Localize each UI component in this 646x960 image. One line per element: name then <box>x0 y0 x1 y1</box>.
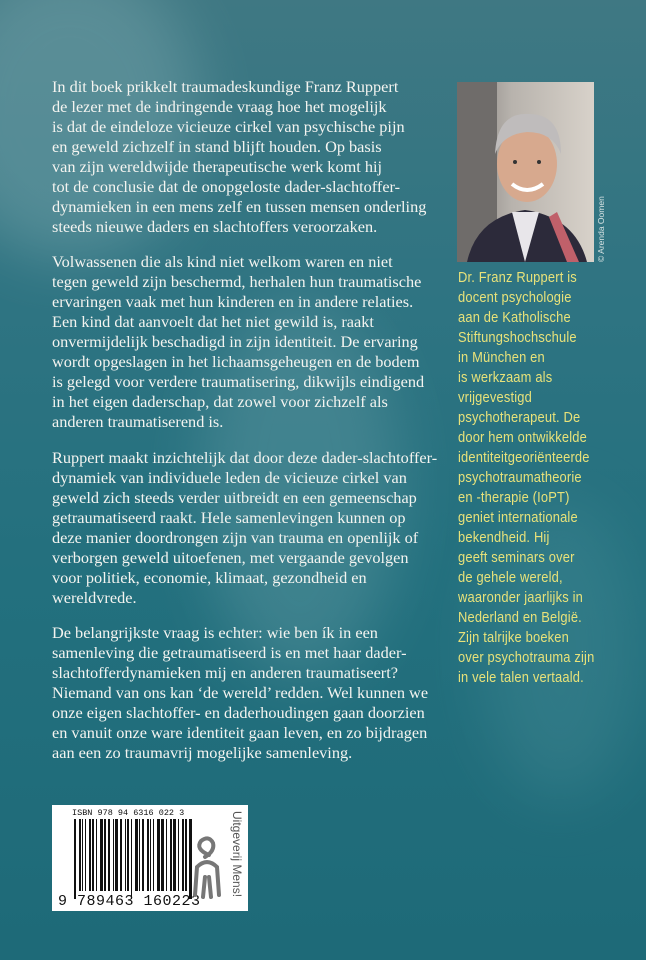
paragraph-line: is gelegd voor verdere traumatisering, dikwijls eindigend <box>52 372 425 391</box>
bio-line: in München en <box>458 349 545 366</box>
barcode-bar <box>139 819 140 891</box>
barcode-bar <box>166 819 167 891</box>
barcode-bar <box>108 819 110 891</box>
paragraph-line: deze manier doordrongen zijn van trauma en openlijk of <box>52 528 419 547</box>
paragraph-line: aan een zo traumavrij mogelijke samenleving. <box>52 743 353 762</box>
barcode-bar <box>79 819 81 891</box>
description-paragraph <box>52 252 424 432</box>
paragraph-line: onze eigen slachtoffer- en daderhoudingen gaan doorzien <box>52 703 425 722</box>
paragraph-line: verborgen geweld uitoefenen, met vergaande gevolgen <box>52 548 409 567</box>
paragraph-line: anderen traumatiserend is. <box>52 412 224 431</box>
author-bio <box>458 268 594 688</box>
bio-line: psychotraumatheorie <box>458 469 582 486</box>
author-photo <box>457 82 594 262</box>
paragraph-line: Een kind dat aanvoelt dat het niet gewild is, raakt <box>52 312 374 331</box>
bio-line: geniet internationale <box>458 509 578 526</box>
barcode-bar <box>142 819 144 891</box>
bio-line: aan de Katholische <box>458 309 571 326</box>
barcode-bar <box>127 819 129 891</box>
barcode-bar <box>96 819 97 891</box>
barcode-bar <box>178 819 179 891</box>
bio-line: en -therapie (IoPT) <box>458 489 570 506</box>
publisher-name: Uitgeverij Mens! <box>230 811 244 898</box>
paragraph-line: de lezer met de indringende vraag hoe het mogelijk <box>52 97 387 116</box>
barcode-bar <box>147 819 149 891</box>
ean-digits: 9 789463 160223 <box>58 893 201 910</box>
barcode-bar <box>157 819 160 891</box>
bio-line: Dr. Franz Ruppert is <box>458 269 577 286</box>
publisher-logo-icon <box>187 835 227 903</box>
bio-line: vrijgevestigd <box>458 389 532 406</box>
paragraph-line: De belangrijkste vraag is echter: wie ben ík in een <box>52 623 378 642</box>
barcode-bar <box>170 819 172 891</box>
barcode-bar <box>131 819 132 899</box>
bio-line: in vele talen vertaald. <box>458 669 584 686</box>
bio-line: psychotherapeut. De <box>458 409 581 426</box>
bio-line: geeft seminars over <box>458 549 575 566</box>
barcode-bar <box>104 819 106 891</box>
bio-line: waaronder jaarlijks in <box>458 589 583 606</box>
barcode-bar <box>74 819 76 899</box>
bio-line: de gehele wereld, <box>458 569 563 586</box>
barcode-bar <box>115 819 118 891</box>
description-paragraph <box>52 448 437 608</box>
bio-line: docent psychologie <box>458 289 572 306</box>
paragraph-line: Niemand van ons kan ‘de wereld’ redden. Wel kunnen we <box>52 683 429 702</box>
barcode-bar <box>182 819 184 891</box>
paragraph-line: van zijn wereldwijde therapeutische werk komt hij <box>52 157 383 176</box>
paragraph-line: samenleving die getraumatiseerd is en met haar dader- <box>52 643 407 662</box>
paragraph-line: onvermijdelijk beschadigd in zijn identiteit. De ervaring <box>52 332 418 351</box>
paragraph-line: voor politiek, economie, klimaat, gezondheid en <box>52 568 367 587</box>
bio-line: Nederland en België. <box>458 609 582 626</box>
paragraph-line: ervaringen vaak met hun kinderen en in andere relaties. <box>52 292 414 311</box>
bio-line: over psychotrauma zijn <box>458 649 595 666</box>
barcode-bar <box>150 819 151 891</box>
paragraph-line: dynamieken in een mens zelf en tussen mensen onderling <box>52 197 427 216</box>
barcode-panel <box>52 805 248 911</box>
bio-line: identiteitgeoriënteerde <box>458 449 590 466</box>
paragraph-line: Volwassenen die als kind niet welkom waren en niet <box>52 252 393 271</box>
barcode-bar <box>92 819 94 891</box>
barcode-bar <box>161 819 164 891</box>
barcode-bar <box>125 819 126 891</box>
paragraph-line: In dit boek prikkelt traumadeskundige Franz Ruppert <box>52 77 399 96</box>
paragraph-line: wereldvrede. <box>52 588 137 607</box>
paragraph-line: Ruppert maakt inzichtelijk dat door deze dader-slachtoffer- <box>52 448 438 467</box>
paragraph-line: en vanuit onze ware identiteit gaan leven, en zo bijdragen <box>52 723 428 742</box>
bio-line: door hem ontwikkelde <box>458 429 587 446</box>
paragraph-line: slachtofferdynamieken mij en anderen traumatiseert? <box>52 663 398 682</box>
bio-line: bekendheid. Hij <box>458 529 550 546</box>
barcode-bar <box>113 819 114 891</box>
paragraph-line: en geweld zichzelf in stand blijft houden. Op basis <box>52 137 382 156</box>
paragraph-line: tot de conclusie dat de onopgeloste dader-slachtoffer- <box>52 177 401 196</box>
paragraph-line: in het eigen daderschap, dat zowel voor zichzelf als <box>52 392 388 411</box>
bio-line: Zijn talrijke boeken <box>458 629 569 646</box>
isbn-label: ISBN 978 94 6316 022 3 <box>72 808 185 818</box>
paragraph-line: wordt opgeslagen in het lichaamsgeheugen en de bodem <box>52 352 420 371</box>
barcode-bar <box>173 819 176 891</box>
barcode-bar <box>120 819 122 891</box>
barcode-bar <box>82 819 83 891</box>
paragraph-line: getraumatiseerd raakt. Hele samenlevingen kunnen op <box>52 508 406 527</box>
paragraph-line: dynamiek van individuele leden de vicieuze cirkel van <box>52 468 407 487</box>
paragraph-line: geweld zich steeds verder uitbreidt en een gemeenschap <box>52 488 417 507</box>
paragraph-line: tegen geweld zijn beschermd, herhalen hun traumatische <box>52 272 422 291</box>
description-paragraph <box>52 77 426 237</box>
paragraph-line: steeds nieuwe daders en slachtoffers veroorzaken. <box>52 217 378 236</box>
description-paragraph <box>52 623 428 763</box>
barcode-bar <box>85 819 86 891</box>
barcode-bar <box>153 819 154 891</box>
barcode-bar <box>100 819 103 891</box>
barcode-bar <box>89 819 91 891</box>
bio-line: Stiftungshochschule <box>458 329 577 346</box>
paragraph-line: is dat de eindeloze vicieuze cirkel van psychische pijn <box>52 117 405 136</box>
bio-line: is werkzaam als <box>458 369 553 386</box>
barcode-bar <box>135 819 138 891</box>
photo-credit: © Arenda Oomen <box>596 196 606 262</box>
